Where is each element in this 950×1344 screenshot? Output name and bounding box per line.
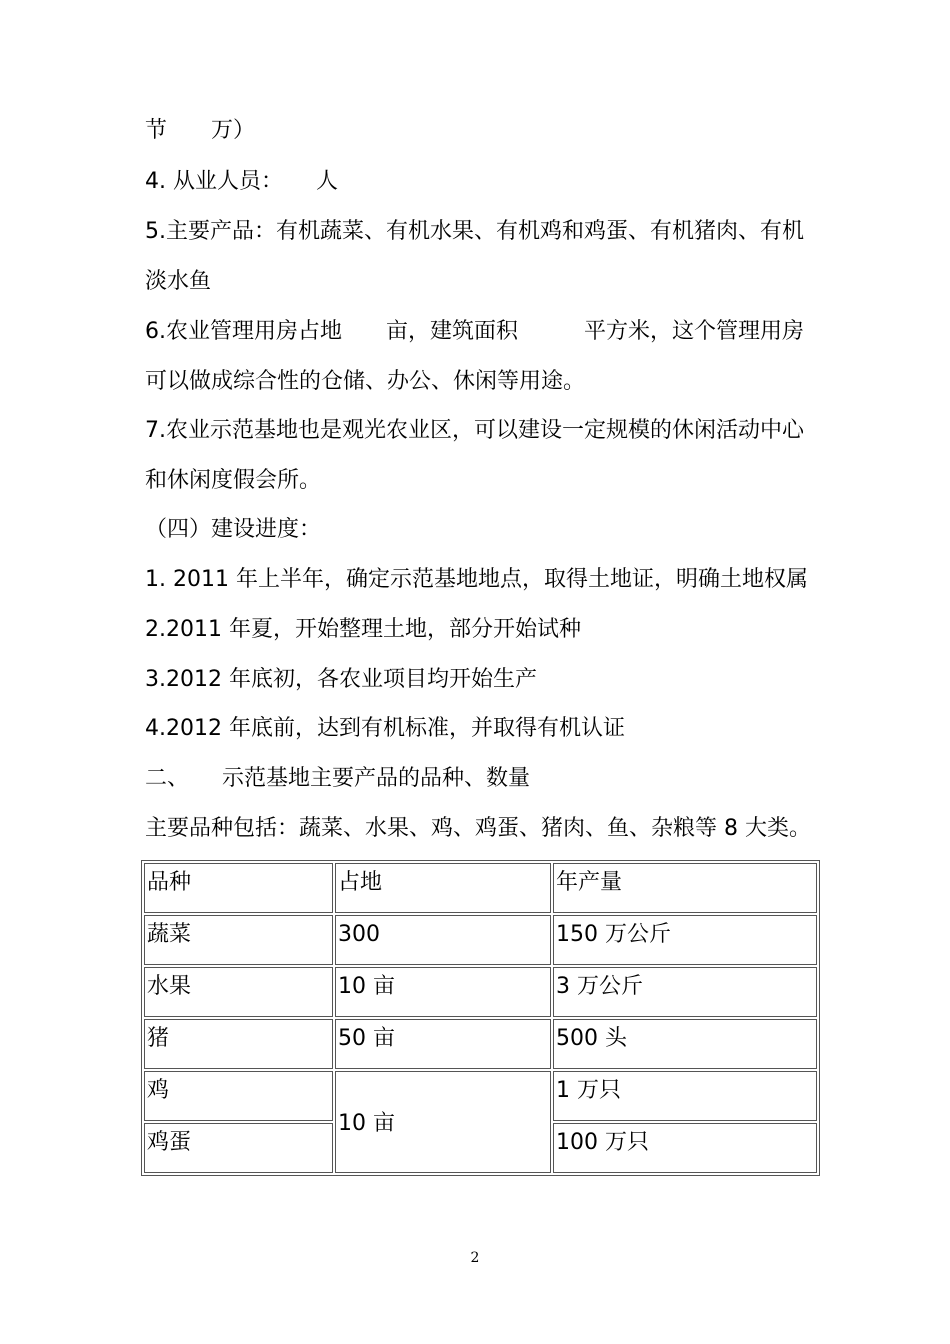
table-header-row <box>144 863 817 913</box>
table-row <box>144 1071 817 1121</box>
table-cell: 50 亩 <box>335 1019 551 1069</box>
product-table <box>141 860 820 1176</box>
line-10: 1. 2011 年上半年，确定示范基地地点，取得土地证，明确土地权属 <box>145 567 808 592</box>
table-cell: 300 <box>335 915 551 965</box>
table-cell: 150 万公斤 <box>553 915 817 965</box>
line-1: 节 万） <box>145 118 256 143</box>
section-heading: （四）建设进度： <box>145 517 322 542</box>
line-2: 4. 从业人员： 人 <box>145 169 338 194</box>
line-12: 3.2012 年底初，各农业项目均开始生产 <box>145 667 537 692</box>
table-cell: 水果 <box>144 967 333 1017</box>
table-cell: 猪 <box>144 1019 333 1069</box>
table-cell-merged: 10 亩 <box>335 1071 551 1173</box>
table-header-cell: 年产量 <box>553 863 817 913</box>
table-cell: 蔬菜 <box>144 915 333 965</box>
table-cell: 1 万只 <box>553 1071 817 1121</box>
table-cell: 100 万只 <box>553 1123 817 1173</box>
page-number: 2 <box>470 1250 480 1266</box>
line-7: 7.农业示范基地也是观光农业区，可以建设一定规模的休闲活动中心 <box>145 418 804 443</box>
table-header-cell: 占地 <box>335 863 551 913</box>
table-row <box>144 915 817 965</box>
table-cell: 鸡 <box>144 1071 333 1121</box>
table-header-cell: 品种 <box>144 863 333 913</box>
line-15: 主要品种包括：蔬菜、水果、鸡、鸡蛋、猪肉、鱼、杂粮等 8 大类。 <box>145 816 811 841</box>
line-5: 6.农业管理用房占地 亩，建筑面积 平方米，这个管理用房 <box>145 319 804 344</box>
chapter-heading: 二、 示范基地主要产品的品种、数量 <box>145 766 531 791</box>
table-cell: 10 亩 <box>335 967 551 1017</box>
table-cell: 3 万公斤 <box>553 967 817 1017</box>
line-11: 2.2011 年夏，开始整理土地，部分开始试种 <box>145 617 581 642</box>
table-row <box>144 1019 817 1069</box>
line-6: 可以做成综合性的仓储、办公、休闲等用途。 <box>145 369 586 394</box>
line-3: 5.主要产品：有机蔬菜、有机水果、有机鸡和鸡蛋、有机猪肉、有机 <box>145 219 804 244</box>
table-cell: 500 头 <box>553 1019 817 1069</box>
line-4: 淡水鱼 <box>145 269 212 294</box>
line-13: 4.2012 年底前，达到有机标准，并取得有机认证 <box>145 716 625 741</box>
table-cell: 鸡蛋 <box>144 1123 333 1173</box>
line-8: 和休闲度假会所。 <box>145 468 322 493</box>
table-row <box>144 967 817 1017</box>
